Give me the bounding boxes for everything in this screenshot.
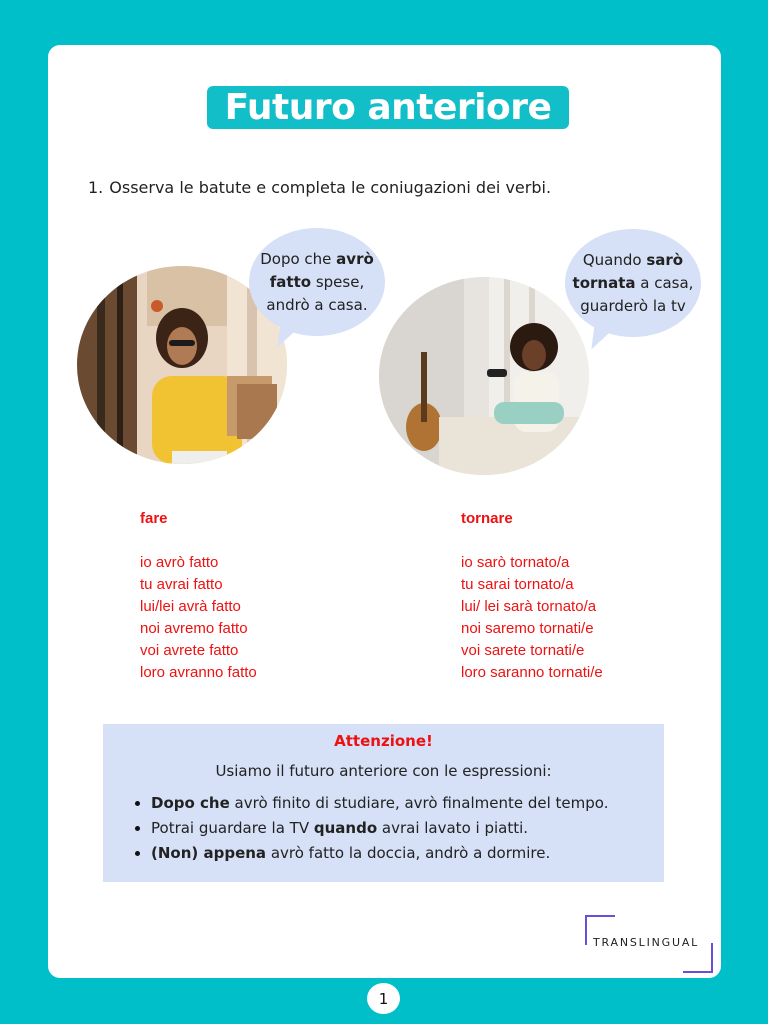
- page-title: Futuro anteriore: [207, 86, 569, 129]
- page-number: 1: [367, 983, 400, 1014]
- attention-list: [103, 792, 664, 867]
- conjugation-form: tu avrai fatto: [140, 576, 223, 593]
- list-item: (Non) appena avrò fatto la doccia, andrò a dormire.: [133, 842, 664, 867]
- conjugation-fare: [140, 508, 257, 684]
- speech-bubble-right: Quando sarò tornata a casa, guarderò la tv: [565, 229, 701, 337]
- conjugation-form: noi saremo tornati/e: [461, 620, 594, 637]
- conjugation-form: io sarò tornato/a: [461, 554, 570, 571]
- conjugation-tornare: [461, 508, 603, 684]
- attention-title: Attenzione!: [334, 732, 433, 750]
- conjugation-form: lui/ lei sarà tornato/a: [461, 598, 597, 615]
- instruction-text: Osserva le batute e completa le coniugazioni dei verbi.: [109, 178, 552, 197]
- conjugation-form: tu sarai tornato/a: [461, 576, 574, 593]
- list-item: Potrai guardare la TV quando avrai lavato i piatti.: [133, 817, 664, 842]
- exercise-instruction: [88, 178, 551, 197]
- conjugation-form: loro saranno tornati/e: [461, 664, 603, 681]
- conjugation-form: loro avranno fatto: [140, 664, 257, 681]
- translingual-logo: [585, 915, 713, 973]
- speech-bubble-left: Dopo che avrò fatto spese, andrò a casa.: [249, 228, 385, 336]
- attention-box: [103, 724, 664, 882]
- conjugation-form: voi avrete fatto: [140, 642, 239, 659]
- logo-text: TRANSLINGUAL: [593, 936, 700, 949]
- verb-heading: tornare: [461, 510, 513, 527]
- list-item: Dopo che avrò finito di studiare, avrò finalmente del tempo.: [133, 792, 664, 817]
- conjugation-form: io avrò fatto: [140, 554, 219, 571]
- conjugation-form: noi avremo fatto: [140, 620, 248, 637]
- conjugation-form: voi sarete tornati/e: [461, 642, 585, 659]
- verb-heading: fare: [140, 510, 168, 527]
- exercise-number: 1.: [88, 178, 104, 197]
- woman-sofa-photo: [379, 277, 589, 475]
- attention-intro: Usiamo il futuro anteriore con le espressioni:: [215, 762, 552, 780]
- conjugation-form: lui/lei avrà fatto: [140, 598, 241, 615]
